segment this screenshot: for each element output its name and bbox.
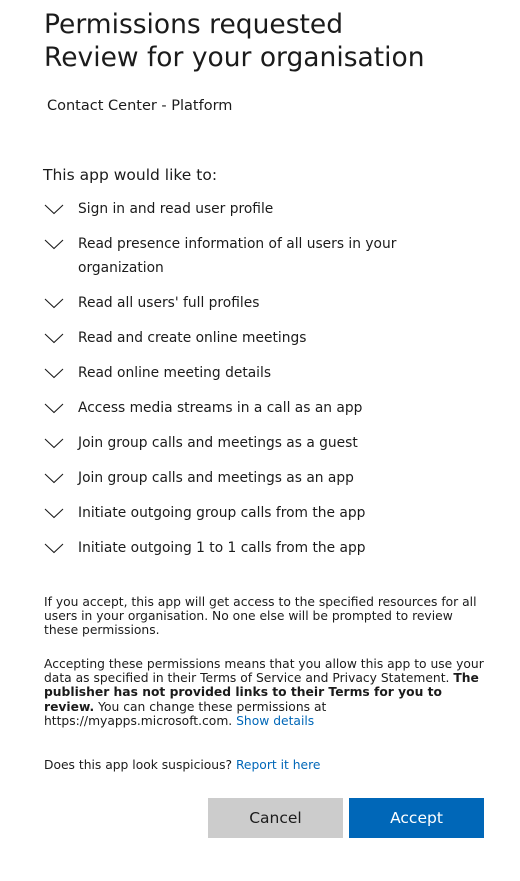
permission-list bbox=[44, 197, 494, 571]
show-details-link[interactable]: Show details bbox=[236, 713, 315, 728]
chevron-down-icon[interactable] bbox=[44, 431, 64, 455]
permission-item[interactable] bbox=[44, 291, 494, 315]
permission-label: Join group calls and meetings as an app bbox=[78, 470, 354, 486]
app-name: Contact Center - Platform bbox=[47, 98, 233, 114]
permission-label: Access media streams in a call as an app bbox=[78, 400, 363, 416]
chevron-down-icon[interactable] bbox=[44, 326, 64, 350]
permission-item[interactable] bbox=[44, 232, 494, 280]
permission-item[interactable] bbox=[44, 536, 494, 560]
chevron-down-icon[interactable] bbox=[44, 536, 64, 560]
terms-text-part-2: You can change these permissions at https://myapps.microsoft.com. bbox=[44, 699, 327, 728]
permission-label: Read all users' full profiles bbox=[78, 295, 260, 311]
permission-label: Sign in and read user profile bbox=[78, 201, 274, 217]
chevron-down-icon[interactable] bbox=[44, 501, 64, 525]
terms-warning: The publisher has not provided links to their Terms for you to review. bbox=[44, 671, 479, 714]
chevron-down-icon[interactable] bbox=[44, 396, 64, 420]
permission-label: Join group calls and meetings as a guest bbox=[78, 435, 358, 451]
suspicious-text bbox=[44, 758, 490, 772]
title-line-2: Review for your organisation bbox=[44, 42, 425, 73]
chevron-down-icon[interactable] bbox=[44, 466, 64, 490]
permission-label: Initiate outgoing 1 to 1 calls from the app bbox=[78, 540, 366, 556]
permission-item[interactable] bbox=[44, 466, 494, 490]
permission-item[interactable] bbox=[44, 396, 494, 420]
permission-item[interactable] bbox=[44, 361, 494, 385]
permission-label: Read and create online meetings bbox=[78, 330, 307, 346]
chevron-down-icon[interactable] bbox=[44, 361, 64, 385]
permission-item[interactable] bbox=[44, 431, 494, 455]
chevron-down-icon[interactable] bbox=[44, 197, 64, 221]
accept-button[interactable]: Accept bbox=[349, 798, 484, 838]
permission-label: Read presence information of all users in your organization bbox=[78, 236, 397, 276]
permission-label: Read online meeting details bbox=[78, 365, 272, 381]
suspicious-question: Does this app look suspicious? bbox=[44, 758, 236, 772]
permissions-intro: This app would like to: bbox=[43, 166, 218, 184]
permission-item[interactable] bbox=[44, 197, 494, 221]
page-title bbox=[44, 8, 425, 74]
permission-label: Initiate outgoing group calls from the app bbox=[78, 505, 366, 521]
chevron-down-icon[interactable] bbox=[44, 291, 64, 315]
consent-scope-text: If you accept, this app will get access to the specified resources for all users in your organisation. No one else will be prompted to review these permissions. bbox=[44, 595, 477, 638]
permission-item[interactable] bbox=[44, 501, 494, 525]
title-line-1: Permissions requested bbox=[44, 9, 344, 40]
chevron-down-icon[interactable] bbox=[44, 232, 64, 256]
terms-text-part-1: Accepting these permissions means that you allow this app to use your data as specified in their Terms of Service and Privacy Statement. bbox=[44, 657, 484, 686]
permission-item[interactable] bbox=[44, 326, 494, 350]
report-link[interactable]: Report it here bbox=[235, 758, 321, 772]
cancel-button[interactable]: Cancel bbox=[208, 798, 343, 838]
terms-text bbox=[44, 657, 490, 728]
